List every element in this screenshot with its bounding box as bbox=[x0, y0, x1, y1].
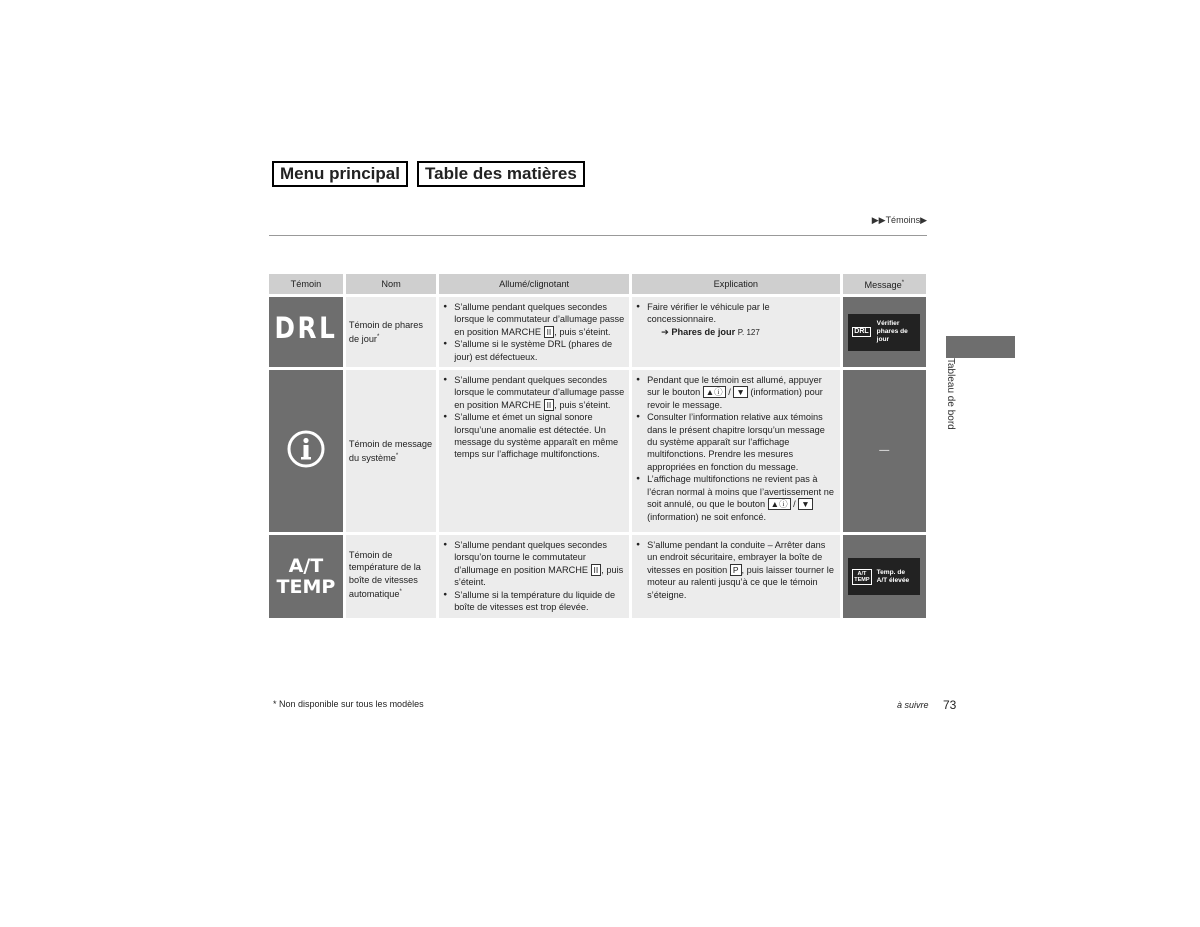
expl-text: , puis laisser tourner le moteur au ralenti jusqu’à ce que le témoin s’éteigne. bbox=[647, 564, 834, 600]
at-mini-line2: TEMP bbox=[854, 576, 870, 583]
row-explanation bbox=[632, 370, 840, 532]
at-temp-indicator-icon bbox=[269, 535, 343, 618]
table-row bbox=[269, 535, 926, 618]
drl-mini-icon: DRL bbox=[854, 328, 869, 336]
chapter-tab[interactable] bbox=[946, 336, 1015, 358]
list-item bbox=[454, 539, 626, 589]
row-on bbox=[439, 370, 629, 532]
list-item bbox=[454, 374, 626, 411]
header-explication: Explication bbox=[632, 274, 840, 294]
message-display bbox=[848, 558, 920, 595]
on-text: , puis s’éteint. bbox=[554, 326, 611, 337]
row-on bbox=[439, 297, 629, 367]
on-text: , puis s’éteint. bbox=[454, 564, 624, 588]
header-divider bbox=[269, 235, 927, 236]
list-item bbox=[647, 473, 837, 523]
list-item: ● S’allume et émet un signal sonore lorsqu’une anomalie est détectée. Un message du système apparaît en même temps sur l’affichage multifonctions. bbox=[454, 411, 626, 461]
info-icon bbox=[286, 429, 326, 469]
row-name bbox=[346, 370, 436, 532]
on-text: , puis s’éteint. bbox=[554, 399, 611, 410]
info-button-icon: ▲ⓘ bbox=[703, 386, 726, 398]
cross-ref[interactable] bbox=[635, 326, 837, 339]
header-allume: Allumé/clignotant bbox=[439, 274, 629, 294]
ref-arrow-icon: ➔ bbox=[661, 326, 672, 337]
at-mini-line1: A/T bbox=[857, 570, 867, 577]
list-item: ● Faire vérifier le véhicule par le concessionnaire. bbox=[647, 301, 837, 326]
key-ii-icon: II bbox=[544, 326, 555, 338]
on-text: S’allume pendant quelques secondes lorsque le commutateur d’allumage passe en position MARCHE bbox=[454, 302, 625, 337]
separator: / bbox=[728, 387, 731, 398]
breadcrumb bbox=[872, 215, 927, 226]
at-mini-icon bbox=[852, 569, 871, 585]
info-button-icon: ▲ⓘ bbox=[768, 498, 791, 510]
key-ii-icon: II bbox=[544, 399, 555, 411]
breadcrumb-arrow-icon: ▶▶ bbox=[871, 215, 886, 225]
list-item: ● S’allume si la température du liquide de boîte de vitesses est trop élevée. bbox=[454, 589, 626, 614]
table-row bbox=[269, 370, 926, 532]
breadcrumb-arrow-icon: ▶ bbox=[920, 215, 927, 225]
row-name-text: Témoin de phares de jour bbox=[348, 319, 423, 345]
row-message bbox=[843, 297, 926, 367]
row-on bbox=[439, 535, 629, 618]
message-display bbox=[848, 314, 920, 351]
header-nom: Nom bbox=[346, 274, 436, 294]
list-item bbox=[647, 374, 837, 411]
table-row bbox=[269, 297, 926, 367]
footnote: * Non disponible sur tous les modèles bbox=[273, 699, 424, 709]
ref-link[interactable]: Phares de jour bbox=[671, 326, 736, 337]
key-ii-icon: II bbox=[591, 564, 602, 576]
expl-text: (information) ne soit enfoncé. bbox=[647, 511, 767, 522]
row-message bbox=[843, 370, 926, 532]
header-message-label: Message bbox=[864, 279, 902, 290]
list-item: ● S’allume si le système DRL (phares de jour) est défectueux. bbox=[454, 338, 626, 363]
separator: / bbox=[793, 499, 796, 510]
message-text: Temp. de A/T élevée bbox=[876, 568, 910, 584]
on-text: S’allume pendant quelques secondes lorsqu’on tourne le commutateur d’allumage en position MARCHE bbox=[454, 540, 607, 575]
drl-icon-text: DRL bbox=[274, 311, 338, 346]
row-explanation bbox=[632, 535, 840, 618]
table-header-row bbox=[269, 274, 926, 294]
chapter-label: Tableau de bord bbox=[945, 358, 956, 430]
warning-lights-table bbox=[266, 274, 929, 618]
row-explanation bbox=[632, 297, 840, 367]
list-item: ● Consulter l’information relative aux témoins dans le présent chapitre lorsqu’un message du système apparaît sur l’affichage multifonctions. Prendre les mesures appropriées en fonction du message. bbox=[647, 411, 837, 473]
expl-text: (information) pour revoir le message. bbox=[647, 387, 823, 410]
info-indicator-icon bbox=[269, 370, 343, 532]
at-icon-line1: A/T bbox=[288, 554, 324, 577]
continued-label: à suivre bbox=[897, 700, 929, 710]
toc-button[interactable]: Table des matières bbox=[417, 161, 585, 187]
breadcrumb-label: Témoins bbox=[885, 215, 921, 225]
list-item bbox=[647, 539, 837, 601]
asterisk: * bbox=[376, 333, 380, 340]
asterisk: * bbox=[395, 453, 399, 459]
asterisk: * bbox=[901, 279, 905, 286]
expl-text: Pendant que le témoin est allumé, appuyer sur le bouton bbox=[647, 375, 822, 398]
row-name bbox=[346, 535, 436, 618]
page-number: 73 bbox=[943, 698, 957, 712]
down-button-icon: ▼ bbox=[798, 498, 812, 510]
row-name-text: Témoin de message du système bbox=[348, 438, 433, 464]
ref-page: P. 127 bbox=[737, 327, 760, 337]
message-text: Vérifier phares de jour bbox=[876, 320, 908, 344]
asterisk: * bbox=[399, 589, 402, 596]
list-item bbox=[454, 301, 626, 338]
row-name bbox=[346, 297, 436, 367]
expl-text: S’allume pendant la conduite – Arrêter dans un endroit sécuritaire, embrayer la boîte de vitesses en position bbox=[647, 540, 826, 575]
header-temoin: Témoin bbox=[269, 274, 343, 294]
row-name-text: Témoin de température de la boîte de vitesses automatique bbox=[348, 550, 421, 600]
message-text: — bbox=[879, 445, 890, 457]
key-p-icon: P bbox=[730, 564, 742, 576]
header-message bbox=[843, 274, 926, 294]
on-text: S’allume pendant quelques secondes lorsque le commutateur d’allumage passe en position MARCHE bbox=[454, 375, 625, 410]
main-menu-button[interactable]: Menu principal bbox=[272, 161, 408, 187]
expl-text: L’affichage multifonctions ne revient pas à l’écran normal à moins que l’avertissement ne soit annulé, ou que le bouton bbox=[647, 474, 834, 510]
down-button-icon: ▼ bbox=[733, 386, 747, 398]
row-message bbox=[843, 535, 926, 618]
at-icon-line2: TEMP bbox=[276, 575, 336, 598]
drl-indicator-icon bbox=[269, 297, 343, 367]
